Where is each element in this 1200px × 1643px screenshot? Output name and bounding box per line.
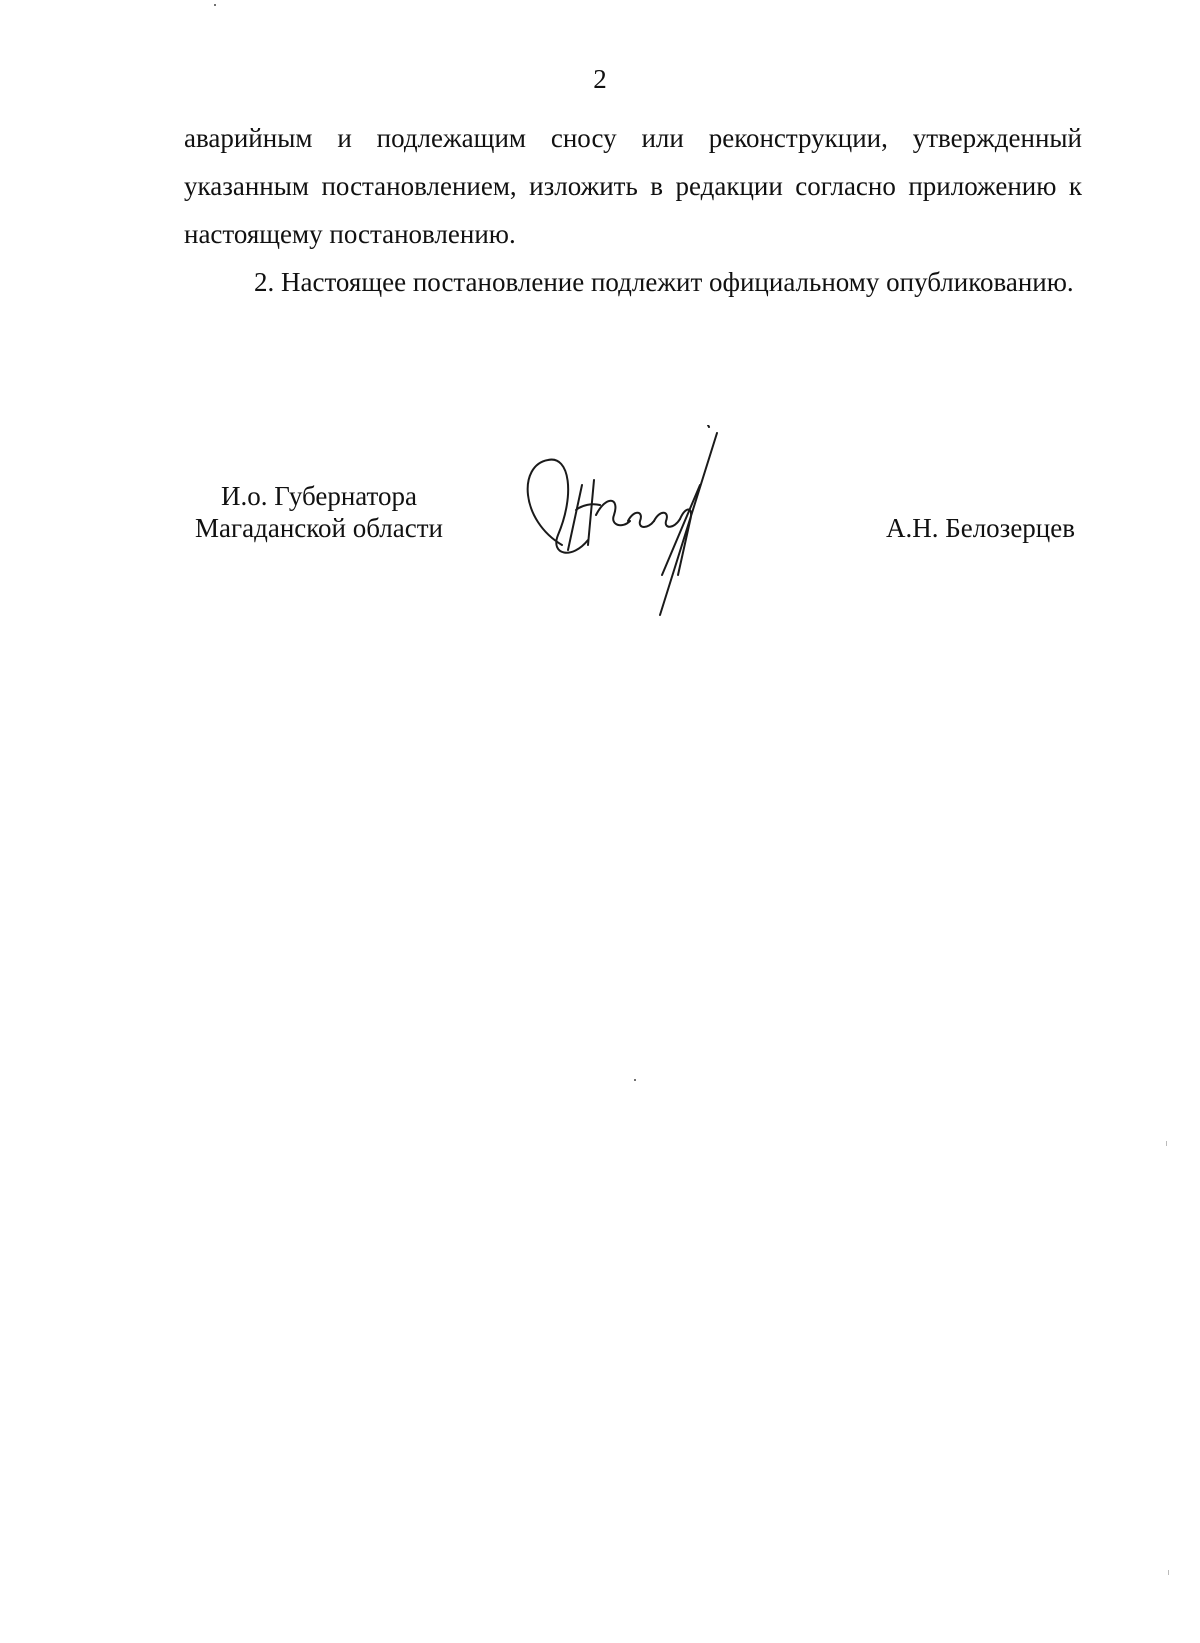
paragraph-continuation: аварийным и подлежащим сносу или реконструкции, утвержденный указанным постановлением, изложить в редакции согласно приложению к настоящему постановлению. [184, 123, 1082, 249]
paragraph-publication: 2. Настоящее постановление подлежит официальному опубликованию. [254, 267, 1074, 297]
signature-block [0, 470, 1200, 640]
scan-speck [634, 1079, 636, 1081]
scan-speck [214, 4, 216, 6]
page-number: 2 [593, 64, 607, 94]
handwritten-signature-icon [510, 425, 770, 635]
signer-name: А.Н. Белозерцев [885, 513, 1075, 543]
scan-edge-mark [1166, 1141, 1167, 1146]
document-body [184, 114, 1082, 306]
scan-edge-mark [1168, 1570, 1169, 1575]
signer-position-line-1: И.о. Губернатора [220, 481, 417, 511]
signer-position [184, 480, 454, 544]
signer-position-line-2: Магаданской области [195, 513, 443, 543]
